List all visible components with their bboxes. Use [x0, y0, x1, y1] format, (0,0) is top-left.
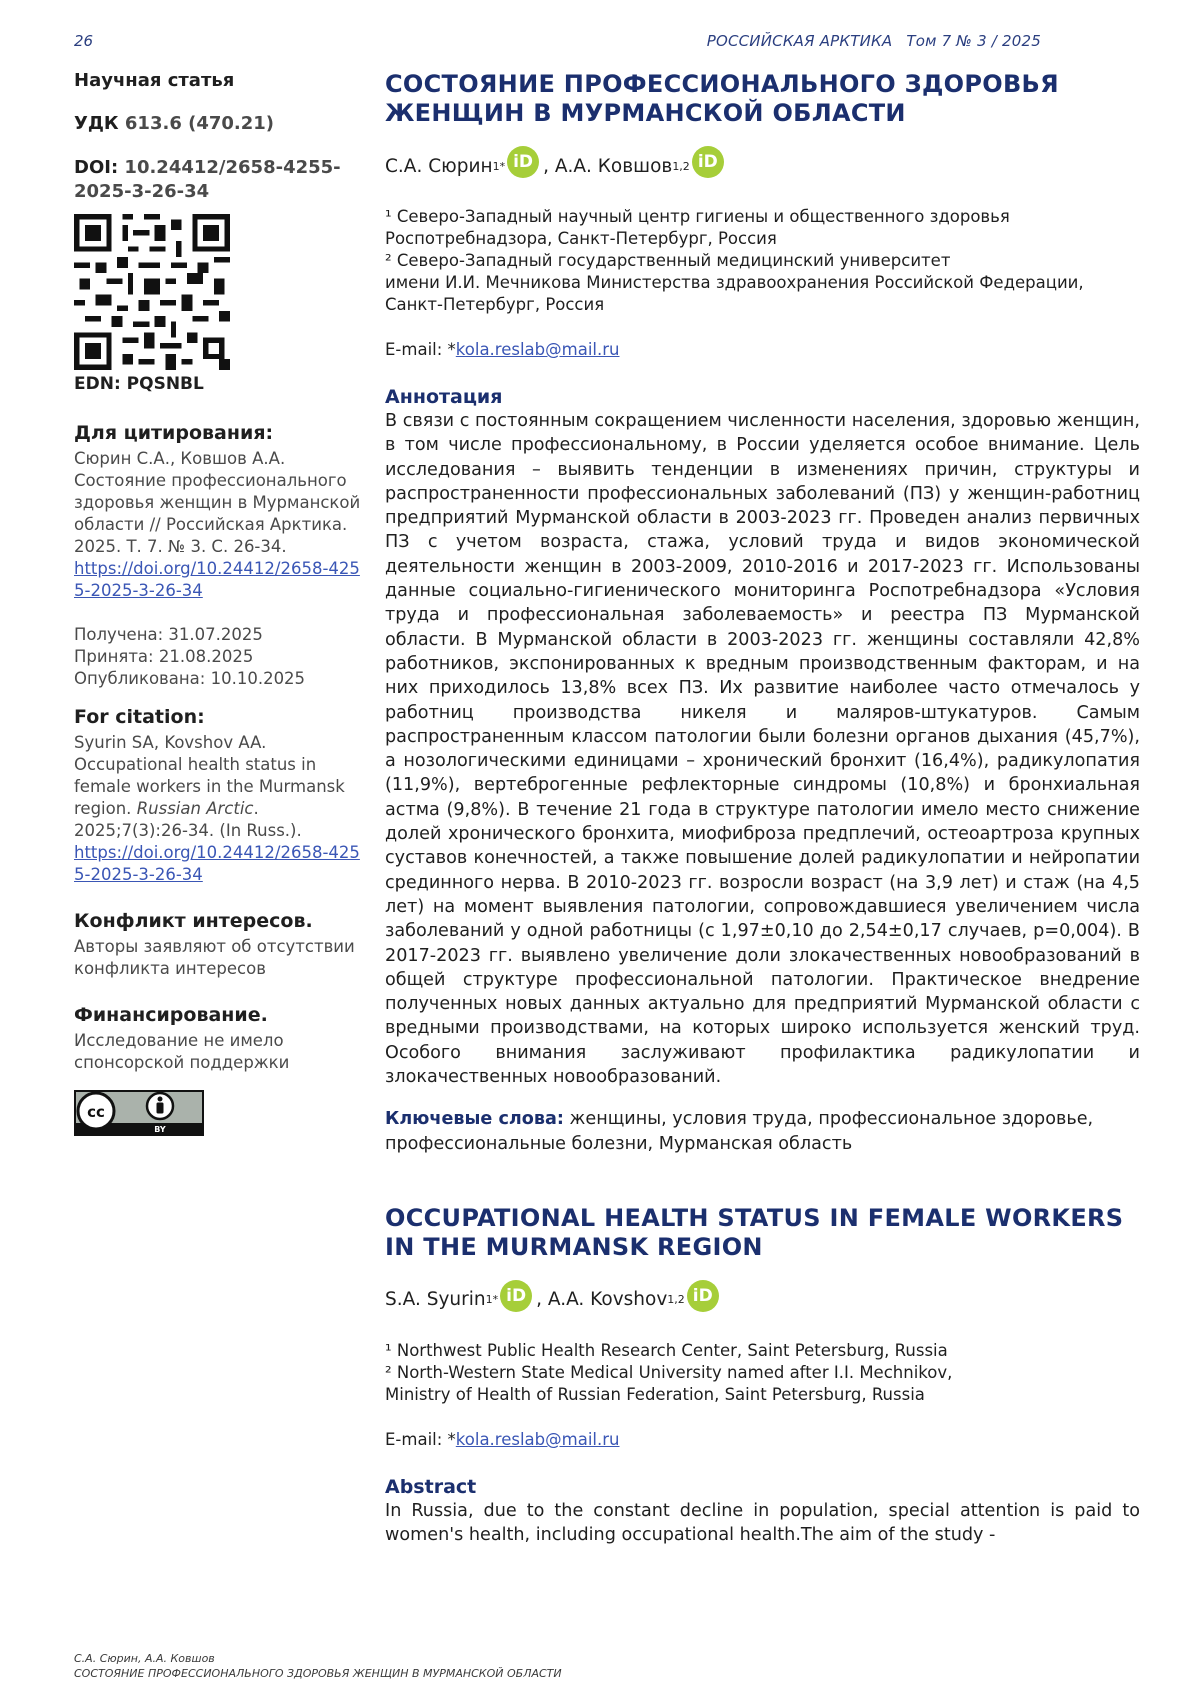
doi-label: DOI: — [74, 157, 119, 178]
udk-label: УДК — [74, 113, 119, 134]
affiliation-2b-ru: имени И.И. Мечникова Министерства здравоохранения Российской Федерации, Санкт-Петербург, Россия — [385, 273, 1084, 314]
author1-ru: С.А. Сюрин — [385, 155, 493, 177]
udk-value: 613.6 (470.21) — [124, 113, 275, 134]
funding-text: Исследование не имело спонсорской поддержки — [74, 1031, 290, 1072]
article-type: Научная статья — [74, 70, 235, 91]
edn: EDN: PQSNBL — [74, 374, 204, 394]
citation-en-part2: . 2025;7(3):26-34. (In Russ.). — [74, 799, 302, 840]
affiliations-ru — [385, 206, 1140, 316]
doi-value: 10.24412/2658-4255-2025-3-26-34 — [74, 157, 341, 202]
accepted-date: Принята: 21.08.2025 — [74, 647, 254, 666]
citation-en-link[interactable]: https://doi.org/10.24412/2658-4255-2025-3-26-34 — [74, 843, 360, 884]
udk — [74, 113, 364, 134]
article-main — [385, 70, 1140, 1548]
citation-ru-text: Сюрин С.А., Ковшов А.А. Состояние профессионального здоровья женщин в Мурманской области // Российская Арктика. 2025. Т. 7. № 3. С. 26-34. — [74, 449, 361, 556]
abstract-ru-heading: Аннотация — [385, 386, 503, 408]
affiliation-2a-en: ² North-Western State Medical University named after I.I. Mechnikov, — [385, 1362, 953, 1382]
footer-title: СОСТОЯНИЕ ПРОФЕССИОНАЛЬНОГО ЗДОРОВЬЯ ЖЕНЩИН В МУРМАНСКОЙ ОБЛАСТИ — [74, 1667, 562, 1680]
abstract-ru: В связи с постоянным сокращением численности населения, здоровью женщин, в том числе профессиональному, в России уделяется особое внимание. Цель исследования – выявить тенденции в изменениях причин, структуры и распространенности профессиональных заболеваний (ПЗ) у женщин-работниц предприятий Мурманской области в 2003-2023 гг. Проведен анализ первичных ПЗ с учетом возраста, стажа, условий труда и видов экономической деятельности женщин в 2003-2009, 2010-2016 и 2017-2023 гг. Использованы данные социально-гигиенического мониторинга Роспотребнадзора «Условия труда и профессиональная заболеваемость» и реестра ПЗ Мурманской области. В Мурманской области в 2003-2023 гг. женщины составляли 42,8% работников, экспонированных к вредным производственным факторам, и на них приходилось 13,8% всех ПЗ. Их развитие наиболее часто отмечалось у работниц производства никеля и маляров-штукатуров. Самым распространенным классом патологии были болезни органов дыхания (45,7%), а нозологическими единицами – хронический бронхит (16,4%), радикулопатия (11,9%), вертеброгенные рефлекторные синдромы (10,8%) и бронхиальная астма (9,8%). В течение 21 года в структуре патологии имело место снижение долей хронического бронхита, миофиброза предплечий, остеоартроза крупных суставов конечностей, а также повышение долей радикулопатии и нейропатии срединного нерва. В 2010-2023 гг. возросли возраст (на 3,9 лет) и стаж (на 4,5 лет) на момент выявления патологии, сопровождавшиеся увеличением числа заболеваний у одной работницы (с 1,97±0,10 до 2,54±0,17 случаев, p=0,004). В 2017-2023 гг. выявлено увеличение доли злокачественных новообразований в общей структуре профессиональной патологии. Практическое внедрение полученных новых данных актуально для предприятий Мурманской области с вредными производствами, на которых широко используется женский труд. Особого внимания заслуживают профилактика радикулопатии и злокачественных новообразований. — [385, 411, 1140, 1088]
author2-en-sup: 1,2 — [667, 1293, 685, 1307]
affiliation-2a-ru: ² Северо-Западный государственный медицинский университет — [385, 251, 951, 270]
affiliation-1-en: ¹ Northwest Public Health Research Center, Saint Petersburg, Russia — [385, 1340, 948, 1360]
citation-en-heading: For citation: — [74, 706, 205, 728]
qr-code — [74, 214, 230, 370]
orcid-icon[interactable]: iD — [692, 146, 724, 178]
author2-en: , A.A. Kovshov — [536, 1289, 668, 1311]
orcid-icon[interactable]: iD — [500, 1280, 532, 1312]
conflict-heading: Конфликт интересов. — [74, 910, 313, 932]
keywords-label: Ключевые слова: — [385, 1109, 564, 1130]
published-date: Опубликована: 10.10.2025 — [74, 669, 306, 688]
affiliation-1-ru: ¹ Северо-Западный научный центр гигиены и общественного здоровья Роспотребнадзора, Санкт-Петербург, Россия — [385, 207, 1010, 248]
citation-en-text — [74, 732, 364, 842]
funding-heading: Финансирование. — [74, 1004, 268, 1026]
sidebar-meta — [74, 70, 364, 1136]
citation-en-journal: Russian Arctic — [136, 799, 254, 818]
author1-en: S.A. Syurin — [385, 1289, 486, 1311]
affiliation-2b-en: Ministry of Health of Russian Federation, Saint Petersburg, Russia — [385, 1384, 925, 1404]
title-en: OCCUPATIONAL HEALTH STATUS IN FEMALE WORKERS IN THE MURMANSK REGION — [385, 1203, 1124, 1261]
author1-en-sup: 1* — [485, 1293, 499, 1307]
author2-ru-sup: 1,2 — [672, 159, 690, 173]
email-ru — [385, 340, 1140, 359]
conflict-text: Авторы заявляют об отсутствии конфликта интересов — [74, 937, 355, 978]
citation-ru-link[interactable]: https://doi.org/10.24412/2658-4255-2025-3-26-34 — [74, 559, 360, 600]
authors-en — [385, 1284, 1140, 1316]
running-header — [707, 32, 1041, 50]
email-link-en[interactable]: kola.reslab@mail.ru — [455, 1429, 620, 1449]
authors-ru — [385, 150, 1140, 182]
doi — [74, 156, 364, 204]
title-ru: СОСТОЯНИЕ ПРОФЕССИОНАЛЬНОГО ЗДОРОВЬЯ ЖЕНЩИН В МУРМАНСКОЙ ОБЛАСТИ — [385, 70, 1059, 127]
keywords-list: женщины, условия труда, профессиональное здоровье, профессиональные болезни, Мурманская область — [385, 1109, 1094, 1154]
cc-by-license-icon — [74, 1090, 204, 1136]
cc-text: cc — [87, 1103, 105, 1121]
email-en — [385, 1430, 1140, 1449]
abstract-en: In Russia, due to the constant decline in population, special attention is paid to women's health, including occupational health.The aim of the study - — [385, 1500, 1140, 1546]
footer-authors: С.А. Сюрин, А.А. Ковшов — [74, 1652, 215, 1665]
page-footer — [74, 1651, 562, 1681]
issue-info: Том 7 № 3 / 2025 — [906, 32, 1041, 50]
email-label: E-mail: * — [385, 340, 456, 359]
by-text: BY — [154, 1125, 166, 1134]
citation-ru-heading: Для цитирования: — [74, 422, 274, 444]
affiliations-en — [385, 1340, 1140, 1406]
keywords-ru — [385, 1107, 1140, 1156]
citation-en-part1: Syurin SA, Kovshov AA. Occupational health status in female workers in the Murmansk region. — [74, 733, 345, 818]
orcid-icon[interactable]: iD — [687, 1280, 719, 1312]
email-label-en: E-mail: * — [385, 1429, 456, 1449]
author2-ru: , А.А. Ковшов — [543, 155, 673, 177]
abstract-en-heading: Abstract — [385, 1475, 477, 1498]
journal-name: РОССИЙСКАЯ АРКТИКА — [706, 32, 893, 50]
author1-ru-sup: 1* — [492, 159, 506, 173]
page-number: 26 — [74, 32, 94, 50]
received-date: Получена: 31.07.2025 — [74, 625, 263, 644]
email-link[interactable]: kola.reslab@mail.ru — [455, 340, 620, 359]
orcid-icon[interactable]: iD — [507, 146, 539, 178]
